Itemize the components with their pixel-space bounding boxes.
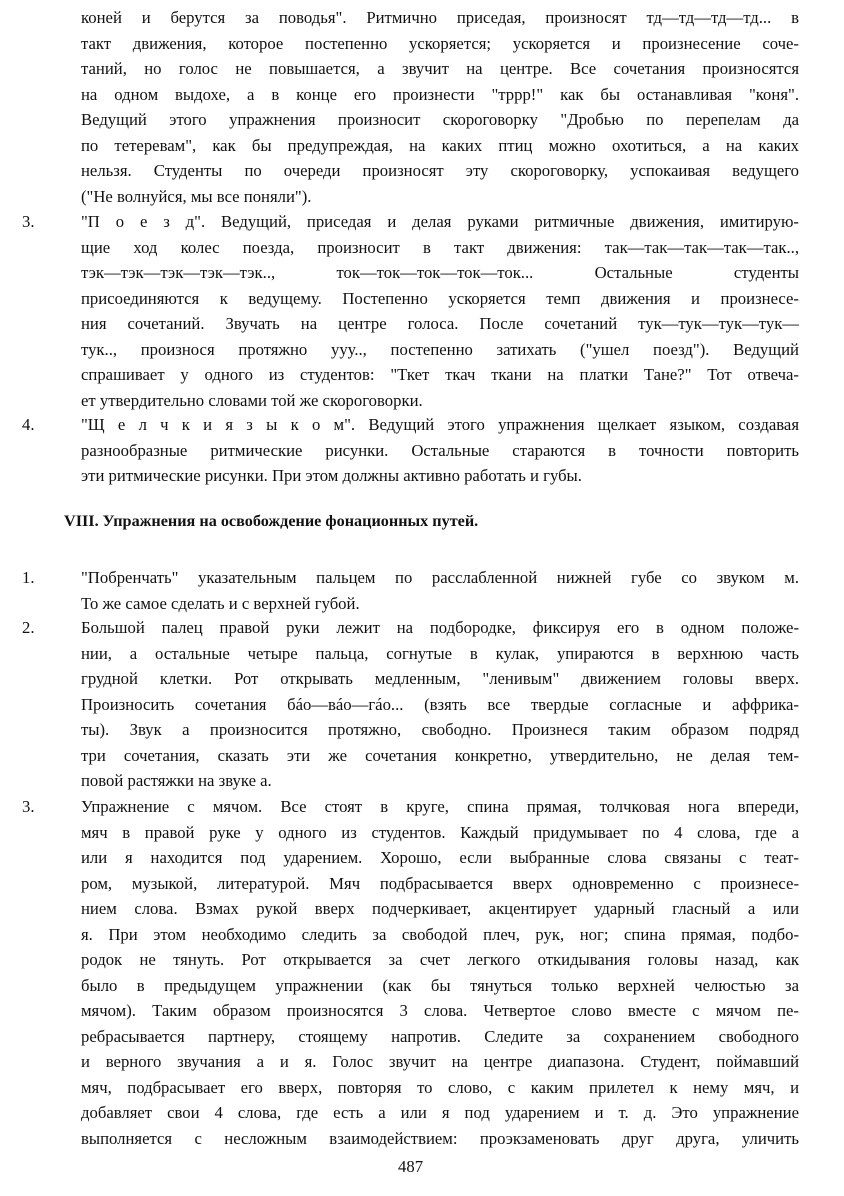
text-line: повой растяжки на звуке а.	[81, 771, 272, 790]
item-number: 3.	[22, 212, 35, 231]
text-line: присоединяются к ведущему. Постепенно ускоряется темп движения и произнесе-	[81, 288, 799, 308]
text-line: три сочетания, сказать эти же сочетания конкретно, утвердительно, не делая тем-	[81, 745, 799, 765]
text-line: и верного звучания а и я. Голос звучит на центре диапазона. Студент, поймавший	[81, 1052, 799, 1071]
text-line: такт движения, которое постепенно ускоряется; ускоряется и произнесение соче-	[81, 33, 799, 53]
text-line: тук.., произнося протяжно ууу.., постепенно затихать ("ушел поезд"). Ведущий	[81, 339, 799, 359]
text-line: ром, музыкой, литературой. Мяч подбрасывается вверх одновременно с произнесе-	[81, 873, 799, 893]
text-line: То же самое сделать и с верхней губой.	[81, 593, 360, 613]
item-number: 2.	[22, 618, 35, 637]
text-line: было в предыдущем упражнении (как бы тянуться только верхней челюстью за	[81, 975, 799, 995]
text-line: ты). Звук а произносится протяжно, свободно. Произнеся таким образом подряд	[81, 720, 799, 739]
text-line: нельзя. Студенты по очереди произносят эту скороговорку, успокаивая ведущего	[81, 161, 799, 180]
text-line: эти ритмические рисунки. При этом должны активно работать и губы.	[81, 466, 582, 485]
text-line: добавляет свои 4 слова, где есть а или я под ударением и т. д. Это упражнение	[81, 1103, 799, 1122]
text-line: на одном выдохе, а в конце его произнести "тррр!" как бы останавливая "коня".	[81, 84, 799, 104]
text-line: грудной клетки. Рот открывать медленным, "ленивым" движением головы вверх.	[81, 669, 799, 688]
text-line: родок не тянуть. Рот открывается за счет легкого откидывания головы назад, как	[81, 950, 799, 969]
section-heading: VIII. Упражнения на освобождение фонационных путей.	[64, 512, 479, 530]
list-item	[81, 565, 799, 616]
text-line: Большой палец правой руки лежит на подбородке, фиксируя его в одном положе-	[81, 618, 799, 637]
text-line: нии, а остальные четыре пальца, согнутые в кулак, упираются в верхнюю часть	[81, 643, 799, 663]
item-number: 3.	[22, 797, 35, 816]
text-line: Ведущий этого упражнения произносит скороговорку "Дробью по перепелам да	[81, 110, 799, 129]
text-line: или я находится под ударением. Хорошо, если выбранные слова связаны с теат-	[81, 848, 799, 867]
text-line: тэк—тэк—тэк—тэк—тэк.., ток—ток—ток—ток—ток... Остальные студенты	[81, 263, 799, 282]
text-line: разнообразные ритмические рисунки. Остальные стараются в точности повторить	[81, 440, 799, 460]
text-line: выполняется с несложным взаимодействием: проэкзаменовать друг друга, уличить	[81, 1128, 799, 1148]
text-line: я. При этом необходимо следить за свободой плеч, рук, ног; спина прямая, подбо-	[81, 924, 799, 944]
text-line: нием слова. Взмах рукой вверх подчеркивает, акцентирует ударный гласный а или	[81, 899, 799, 918]
text-line: ("Не волнуйся, мы все поняли").	[81, 186, 312, 206]
text-line: "Щ е л ч к и я з ы к о м". Ведущий этого упражнения щелкает языком, создавая	[81, 415, 799, 434]
text-line: коней и берутся за поводья". Ритмично приседая, произносят тд—тд—тд—тд... в	[81, 8, 799, 27]
list-item	[81, 615, 799, 794]
text-line: спрашивает у одного из студентов: "Ткет ткач ткани на платки Тане?" Тот отвеча-	[81, 365, 799, 384]
text-line: мяч в правой руке у одного из студентов. Каждый придумывает по 4 слова, где а	[81, 822, 799, 842]
item-number: 1.	[22, 568, 35, 587]
text-line: по тетеревам", как бы предупреждая, на каких птиц можно охотиться, а на каких	[81, 135, 799, 155]
text-line: "Побренчать" указательным пальцем по расслабленной нижней губе со звуком м.	[81, 568, 799, 587]
list-item	[81, 794, 799, 1151]
text-line: ребрасывается партнеру, стоящему напротив. Следите за сохранением свободного	[81, 1026, 799, 1046]
top-paragraph	[81, 5, 799, 209]
text-line: таний, но голос не повышается, а звучит на центре. Все сочетания произносятся	[81, 59, 799, 78]
list-item	[81, 412, 799, 489]
text-line: мяч, подбрасывает его вверх, повторяя то слово, с каким прилетел к нему мяч, и	[81, 1077, 799, 1097]
text-line: щие ход колес поезда, произносит в такт движения: так—так—так—так—так..,	[81, 237, 799, 257]
text-line: "П о е з д". Ведущий, приседая и делая руками ритмичные движения, имитирую-	[81, 212, 799, 231]
text-line: мячом). Таким образом произносятся 3 слова. Четвертое слово вместе с мячом пе-	[81, 1001, 799, 1020]
text-line: ния сочетаний. Звучать на центре голоса. После сочетаний тук—тук—тук—тук—	[81, 314, 799, 333]
page-number: 487	[398, 1157, 424, 1176]
text-line: Упражнение с мячом. Все стоят в круге, спина прямая, толчковая нога впереди,	[81, 797, 799, 816]
text-line: Произносить сочетания бáо—вáо—гáо... (взять все твердые согласные и аффрика-	[81, 694, 799, 714]
list-item	[81, 209, 799, 413]
item-number: 4.	[22, 415, 35, 434]
text-line: ет утвердительно словами той же скороговорки.	[81, 390, 423, 410]
